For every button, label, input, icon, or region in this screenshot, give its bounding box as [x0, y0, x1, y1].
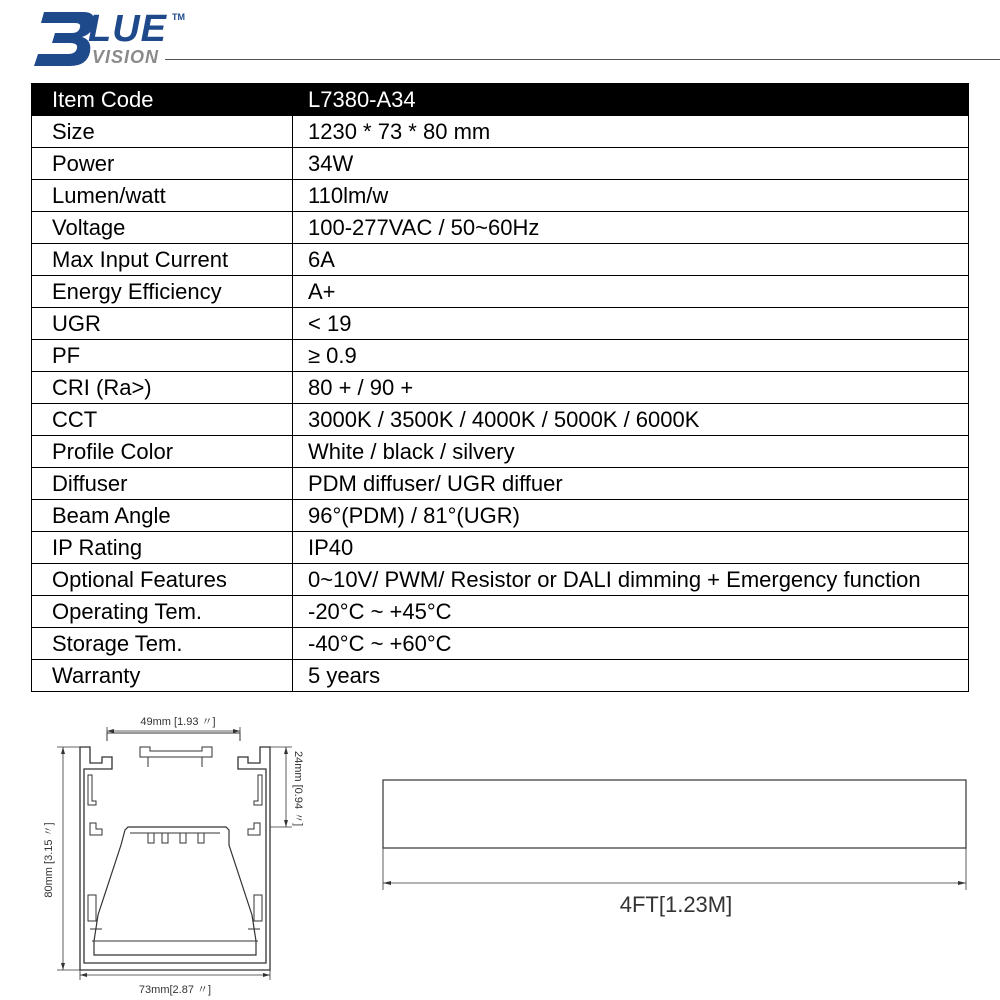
spec-label: PF [32, 340, 293, 372]
top-height-label: 24mm [0.94 〃] [292, 751, 304, 827]
spec-value: White / black / silvery [293, 436, 969, 468]
spec-label: Max Input Current [32, 244, 293, 276]
spec-header-row [32, 84, 969, 116]
spec-row [32, 436, 969, 468]
brand-name: LUE [88, 8, 167, 50]
dimension-lines [57, 727, 292, 980]
spec-value: L7380-A34 [293, 84, 969, 116]
spec-label: Diffuser [32, 468, 293, 500]
spec-table [31, 83, 969, 692]
spec-row [32, 404, 969, 436]
dimension-arrows [61, 729, 288, 977]
spec-value: -20°C ~ +45°C [293, 596, 969, 628]
spec-label: Voltage [32, 212, 293, 244]
brand-subname: VISION [92, 47, 160, 67]
spec-row [32, 148, 969, 180]
spec-value: A+ [293, 276, 969, 308]
length-label: 4FT[1.23M] [619, 892, 733, 917]
spec-value: 34W [293, 148, 969, 180]
spec-label: Warranty [32, 660, 293, 692]
spec-row [32, 564, 969, 596]
spec-row [32, 180, 969, 212]
spec-label: UGR [32, 308, 293, 340]
profile-cross-section-drawing [30, 705, 330, 1000]
spec-label: Profile Color [32, 436, 293, 468]
spec-label: Item Code [32, 84, 293, 116]
spec-row [32, 372, 969, 404]
spec-label: Size [32, 116, 293, 148]
spec-label: Power [32, 148, 293, 180]
header-divider [165, 59, 1000, 60]
spec-value: 5 years [293, 660, 969, 692]
spec-row [32, 468, 969, 500]
length-dimension-line [383, 848, 966, 890]
total-width-label: 73mm[2.87 〃] [138, 984, 212, 996]
spec-value: 6A [293, 244, 969, 276]
top-width-label: 49mm [1.93 〃] [140, 716, 216, 728]
spec-value: -40°C ~ +60°C [293, 628, 969, 660]
spec-label: IP Rating [32, 532, 293, 564]
spec-value: 110lm/w [293, 180, 969, 212]
spec-value: 80 + / 90 + [293, 372, 969, 404]
spec-value: IP40 [293, 532, 969, 564]
spec-label: CCT [32, 404, 293, 436]
spec-row [32, 628, 969, 660]
spec-value: < 19 [293, 308, 969, 340]
spec-value: 100-277VAC / 50~60Hz [293, 212, 969, 244]
spec-row [32, 500, 969, 532]
spec-value: PDM diffuser/ UGR diffuer [293, 468, 969, 500]
trademark-mark: TM [172, 12, 185, 22]
spec-row [32, 244, 969, 276]
spec-row [32, 116, 969, 148]
spec-value: 0~10V/ PWM/ Resistor or DALI dimming + Emergency function [293, 564, 969, 596]
spec-row [32, 340, 969, 372]
spec-row [32, 532, 969, 564]
spec-row [32, 308, 969, 340]
spec-label: Operating Tem. [32, 596, 293, 628]
fixture-side-outline [383, 780, 966, 848]
spec-row [32, 596, 969, 628]
spec-value: 1230 * 73 * 80 mm [293, 116, 969, 148]
spec-value: ≥ 0.9 [293, 340, 969, 372]
spec-row [32, 276, 969, 308]
spec-row [32, 660, 969, 692]
spec-label: Beam Angle [32, 500, 293, 532]
length-side-view-drawing [370, 770, 980, 920]
spec-value: 96°(PDM) / 81°(UGR) [293, 500, 969, 532]
total-height-label: 80mm [3.15 〃] [43, 822, 55, 898]
spec-label: Energy Efficiency [32, 276, 293, 308]
spec-label: Storage Tem. [32, 628, 293, 660]
profile-outline [80, 733, 270, 970]
spec-row [32, 212, 969, 244]
spec-label: Optional Features [32, 564, 293, 596]
spec-label: Lumen/watt [32, 180, 293, 212]
spec-label: CRI (Ra>) [32, 372, 293, 404]
spec-value: 3000K / 3500K / 4000K / 5000K / 6000K [293, 404, 969, 436]
